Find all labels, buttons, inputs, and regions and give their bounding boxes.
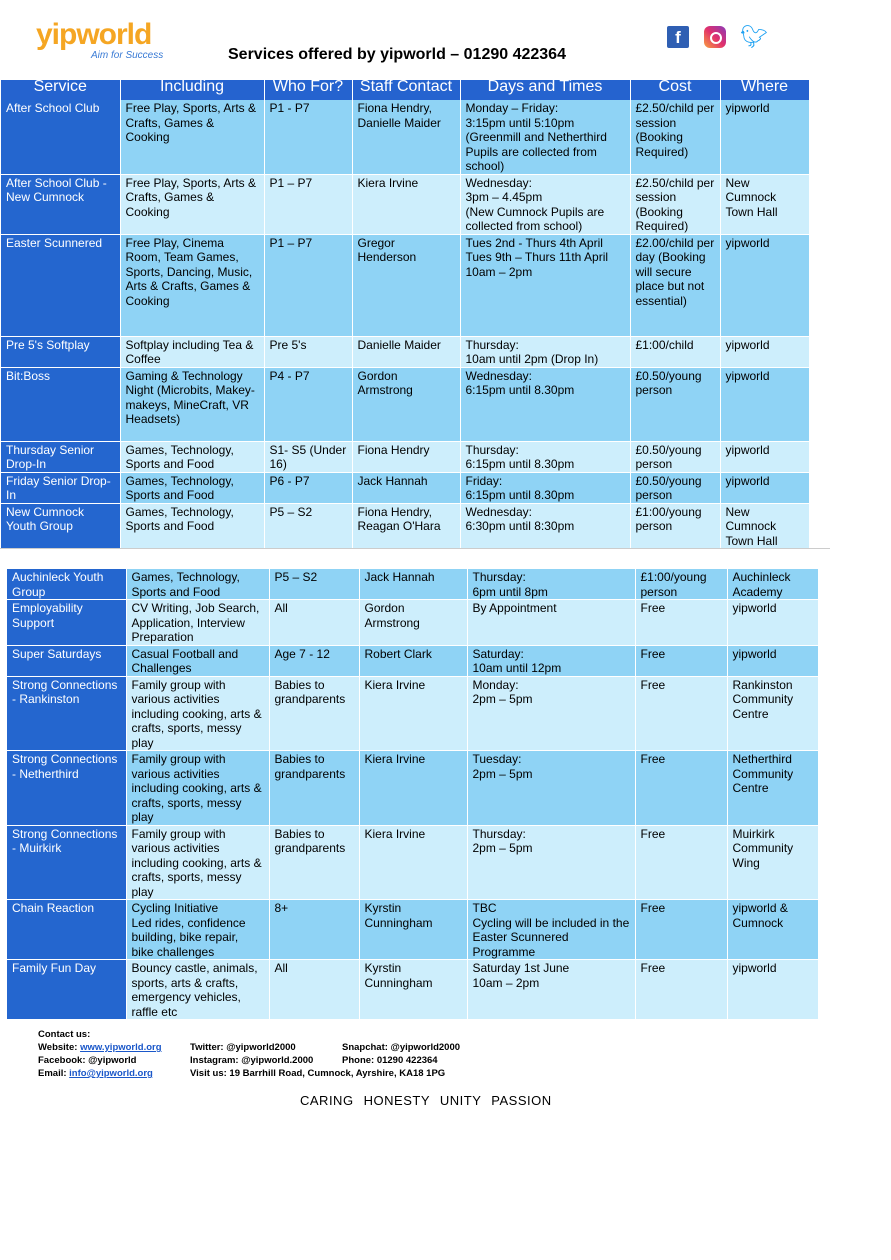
staff-contact-cell: Fiona Hendry bbox=[352, 441, 460, 472]
service-name-cell: New Cumnock Youth Group bbox=[1, 503, 120, 548]
days-and-times-cell: Tues 2nd - Thurs 4th April Tues 9th – Thurs 11th April 10am – 2pm bbox=[460, 234, 630, 336]
including-cell: Free Play, Sports, Arts & Crafts, Games & Cooking bbox=[120, 100, 264, 174]
who-for-cell: P1 – P7 bbox=[264, 174, 352, 234]
cost-cell: Free bbox=[635, 676, 727, 751]
days-and-times-cell: Monday: 2pm – 5pm bbox=[467, 676, 635, 751]
where-cell: New Cumnock Town Hall bbox=[720, 174, 809, 234]
table-row bbox=[7, 825, 818, 900]
table-row bbox=[7, 645, 818, 676]
staff-contact-cell: Kiera Irvine bbox=[359, 751, 467, 826]
service-name-cell: Family Fun Day bbox=[7, 960, 126, 1020]
staff-contact-cell: Gordon Armstrong bbox=[352, 367, 460, 441]
days-and-times-cell: Wednesday: 6:15pm until 8.30pm bbox=[460, 367, 630, 441]
days-and-times-cell: By Appointment bbox=[467, 600, 635, 646]
website-label: Website: bbox=[38, 1042, 78, 1053]
service-name-cell: Thursday Senior Drop-In bbox=[1, 441, 120, 472]
service-name-cell: Auchinleck Youth Group bbox=[7, 569, 126, 600]
table-row bbox=[1, 472, 809, 503]
staff-contact-cell: Kyrstin Cunningham bbox=[359, 900, 467, 960]
where-cell: yipworld bbox=[720, 367, 809, 441]
table-header-row bbox=[1, 80, 809, 100]
who-for-cell: P4 - P7 bbox=[264, 367, 352, 441]
column-header: Where bbox=[720, 80, 809, 100]
including-cell: Family group with various activities including cooking, arts & crafts, sports, messy play bbox=[126, 676, 269, 751]
staff-contact-cell: Gregor Henderson bbox=[352, 234, 460, 336]
including-cell: Free Play, Cinema Room, Team Games, Sports, Dancing, Music, Arts & Crafts, Games & Cooking bbox=[120, 234, 264, 336]
table-row bbox=[7, 960, 818, 1020]
contact-block bbox=[38, 1028, 162, 1080]
phone-number: Phone: 01290 422364 bbox=[342, 1055, 438, 1066]
cost-cell: Free bbox=[635, 960, 727, 1020]
service-name-cell: Employability Support bbox=[7, 600, 126, 646]
address: Visit us: 19 Barrhill Road, Cumnock, Ayrshire, KA18 1PG bbox=[190, 1068, 446, 1079]
table-row bbox=[1, 503, 809, 548]
including-cell: Gaming & Technology Night (Microbits, Makey-makeys, MineCraft, VR Headsets) bbox=[120, 367, 264, 441]
service-name-cell: Strong Connections - Netherthird bbox=[7, 751, 126, 826]
twitter-icon[interactable]: 🐦︎ bbox=[740, 24, 768, 49]
service-name-cell: After School Club - New Cumnock bbox=[1, 174, 120, 234]
section-divider bbox=[0, 548, 830, 549]
cost-cell: Free bbox=[635, 600, 727, 646]
cost-cell: £1:00/child bbox=[630, 336, 720, 367]
contact-column-3 bbox=[342, 1041, 460, 1067]
days-and-times-cell: Friday: 6:15pm until 8.30pm bbox=[460, 472, 630, 503]
where-cell: Auchinleck Academy bbox=[727, 569, 818, 600]
logo-text: yipworld bbox=[36, 18, 152, 51]
days-and-times-cell: Saturday 1st June 10am – 2pm bbox=[467, 960, 635, 1020]
table-row bbox=[1, 100, 809, 174]
table-row bbox=[1, 441, 809, 472]
table-row bbox=[1, 234, 809, 336]
logo-tagline: Aim for Success bbox=[91, 50, 164, 61]
where-cell: yipworld bbox=[720, 472, 809, 503]
days-and-times-cell: Wednesday: 3pm – 4.45pm (New Cumnock Pupils are collected from school) bbox=[460, 174, 630, 234]
table-row bbox=[7, 600, 818, 646]
staff-contact-cell: Kiera Irvine bbox=[359, 825, 467, 900]
including-cell: Softplay including Tea & Coffee bbox=[120, 336, 264, 367]
table-row bbox=[7, 751, 818, 826]
staff-contact-cell: Gordon Armstrong bbox=[359, 600, 467, 646]
days-and-times-cell: Thursday: 10am until 2pm (Drop In) bbox=[460, 336, 630, 367]
page-title: Services offered by yipworld – 01290 422364 bbox=[228, 46, 566, 63]
service-name-cell: Strong Connections - Muirkirk bbox=[7, 825, 126, 900]
where-cell: yipworld & Cumnock bbox=[727, 900, 818, 960]
column-header: Service bbox=[1, 80, 120, 100]
who-for-cell: P6 - P7 bbox=[264, 472, 352, 503]
cost-cell: £2.50/child per session (Booking Required) bbox=[630, 174, 720, 234]
including-cell: Family group with various activities including cooking, arts & crafts, sports, messy play bbox=[126, 751, 269, 826]
table-row bbox=[7, 569, 818, 600]
cost-cell: £1:00/young person bbox=[630, 503, 720, 548]
including-cell: CV Writing, Job Search, Application, Interview Preparation bbox=[126, 600, 269, 646]
days-and-times-cell: Thursday: 6:15pm until 8.30pm bbox=[460, 441, 630, 472]
service-name-cell: Strong Connections - Rankinston bbox=[7, 676, 126, 751]
staff-contact-cell: Danielle Maider bbox=[352, 336, 460, 367]
contact-heading: Contact us: bbox=[38, 1029, 91, 1040]
cost-cell: £1:00/young person bbox=[635, 569, 727, 600]
staff-contact-cell: Fiona Hendry, Reagan O'Hara bbox=[352, 503, 460, 548]
who-for-cell: P1 – P7 bbox=[264, 234, 352, 336]
who-for-cell: P1 - P7 bbox=[264, 100, 352, 174]
days-and-times-cell: Monday – Friday: 3:15pm until 5:10pm (Greenmill and Netherthird Pupils are collected from school) bbox=[460, 100, 630, 174]
service-name-cell: After School Club bbox=[1, 100, 120, 174]
yipworld-logo bbox=[36, 20, 186, 66]
email-link[interactable]: info@yipworld.org bbox=[69, 1068, 153, 1079]
where-cell: Muirkirk Community Wing bbox=[727, 825, 818, 900]
cost-cell: £0.50/young person bbox=[630, 472, 720, 503]
who-for-cell: P5 – S2 bbox=[264, 503, 352, 548]
including-cell: Cycling Initiative Led rides, confidence building, bike repair, bike challenges bbox=[126, 900, 269, 960]
who-for-cell: 8+ bbox=[269, 900, 359, 960]
including-cell: Free Play, Sports, Arts & Crafts, Games & Cooking bbox=[120, 174, 264, 234]
website-link[interactable]: www.yipworld.org bbox=[80, 1042, 162, 1053]
staff-contact-cell: Robert Clark bbox=[359, 645, 467, 676]
where-cell: Rankinston Community Centre bbox=[727, 676, 818, 751]
table-row bbox=[7, 900, 818, 960]
who-for-cell: Age 7 - 12 bbox=[269, 645, 359, 676]
staff-contact-cell: Fiona Hendry, Danielle Maider bbox=[352, 100, 460, 174]
days-and-times-cell: Thursday: 6pm until 8pm bbox=[467, 569, 635, 600]
facebook-icon[interactable]: f bbox=[667, 26, 689, 48]
days-and-times-cell: Wednesday: 6:30pm until 8:30pm bbox=[460, 503, 630, 548]
days-and-times-cell: TBC Cycling will be included in the Easter Scunnered Programme bbox=[467, 900, 635, 960]
where-cell: yipworld bbox=[727, 645, 818, 676]
including-cell: Family group with various activities including cooking, arts & crafts, sports, messy play bbox=[126, 825, 269, 900]
including-cell: Games, Technology, Sports and Food bbox=[120, 503, 264, 548]
service-name-cell: Friday Senior Drop-In bbox=[1, 472, 120, 503]
column-header: Staff Contact bbox=[352, 80, 460, 100]
cost-cell: Free bbox=[635, 825, 727, 900]
column-header: Who For? bbox=[264, 80, 352, 100]
cost-cell: Free bbox=[635, 751, 727, 826]
column-header: Days and Times bbox=[460, 80, 630, 100]
days-and-times-cell: Saturday: 10am until 12pm bbox=[467, 645, 635, 676]
who-for-cell: S1- S5 (Under 16) bbox=[264, 441, 352, 472]
including-cell: Bouncy castle, animals, sports, arts & crafts, emergency vehicles, raffle etc bbox=[126, 960, 269, 1020]
staff-contact-cell: Jack Hannah bbox=[359, 569, 467, 600]
staff-contact-cell: Kiera Irvine bbox=[352, 174, 460, 234]
service-name-cell: Super Saturdays bbox=[7, 645, 126, 676]
days-and-times-cell: Thursday: 2pm – 5pm bbox=[467, 825, 635, 900]
service-name-cell: Chain Reaction bbox=[7, 900, 126, 960]
service-name-cell: Bit:Boss bbox=[1, 367, 120, 441]
twitter-handle: Twitter: @yipworld2000 bbox=[190, 1042, 296, 1053]
where-cell: yipworld bbox=[720, 336, 809, 367]
days-and-times-cell: Tuesday: 2pm – 5pm bbox=[467, 751, 635, 826]
instagram-icon[interactable] bbox=[704, 26, 726, 48]
including-cell: Casual Football and Challenges bbox=[126, 645, 269, 676]
cost-cell: Free bbox=[635, 900, 727, 960]
where-cell: yipworld bbox=[727, 960, 818, 1020]
instagram-handle: Instagram: @yipworld.2000 bbox=[190, 1055, 314, 1066]
table-row bbox=[1, 174, 809, 234]
service-name-cell: Pre 5's Softplay bbox=[1, 336, 120, 367]
cost-cell: £2.00/child per day (Booking will secure place but not essential) bbox=[630, 234, 720, 336]
column-header: Cost bbox=[630, 80, 720, 100]
who-for-cell: Babies to grandparents bbox=[269, 825, 359, 900]
services-table-2 bbox=[7, 569, 819, 1019]
including-cell: Games, Technology, Sports and Food bbox=[126, 569, 269, 600]
where-cell: yipworld bbox=[720, 234, 809, 336]
table-row bbox=[7, 676, 818, 751]
where-cell: Netherthird Community Centre bbox=[727, 751, 818, 826]
table-row bbox=[1, 367, 809, 441]
cost-cell: £0.50/young person bbox=[630, 367, 720, 441]
who-for-cell: Babies to grandparents bbox=[269, 676, 359, 751]
snapchat-handle: Snapchat: @yipworld2000 bbox=[342, 1042, 461, 1053]
cost-cell: Free bbox=[635, 645, 727, 676]
who-for-cell: Babies to grandparents bbox=[269, 751, 359, 826]
who-for-cell: All bbox=[269, 960, 359, 1020]
where-cell: yipworld bbox=[727, 600, 818, 646]
staff-contact-cell: Jack Hannah bbox=[352, 472, 460, 503]
staff-contact-cell: Kyrstin Cunningham bbox=[359, 960, 467, 1020]
including-cell: Games, Technology, Sports and Food bbox=[120, 441, 264, 472]
services-table-1 bbox=[1, 80, 810, 548]
including-cell: Games, Technology, Sports and Food bbox=[120, 472, 264, 503]
who-for-cell: All bbox=[269, 600, 359, 646]
cost-cell: £2.50/child per session (Booking Required) bbox=[630, 100, 720, 174]
where-cell: yipworld bbox=[720, 441, 809, 472]
who-for-cell: Pre 5's bbox=[264, 336, 352, 367]
email-label: Email: bbox=[38, 1068, 67, 1079]
cost-cell: £0.50/young person bbox=[630, 441, 720, 472]
column-header: Including bbox=[120, 80, 264, 100]
where-cell: yipworld bbox=[720, 100, 809, 174]
where-cell: New Cumnock Town Hall bbox=[720, 503, 809, 548]
values-line: CARING HONESTY UNITY PASSION bbox=[300, 1093, 552, 1108]
staff-contact-cell: Kiera Irvine bbox=[359, 676, 467, 751]
who-for-cell: P5 – S2 bbox=[269, 569, 359, 600]
facebook-handle: Facebook: @yipworld bbox=[38, 1055, 137, 1066]
table-row bbox=[1, 336, 809, 367]
service-name-cell: Easter Scunnered bbox=[1, 234, 120, 336]
